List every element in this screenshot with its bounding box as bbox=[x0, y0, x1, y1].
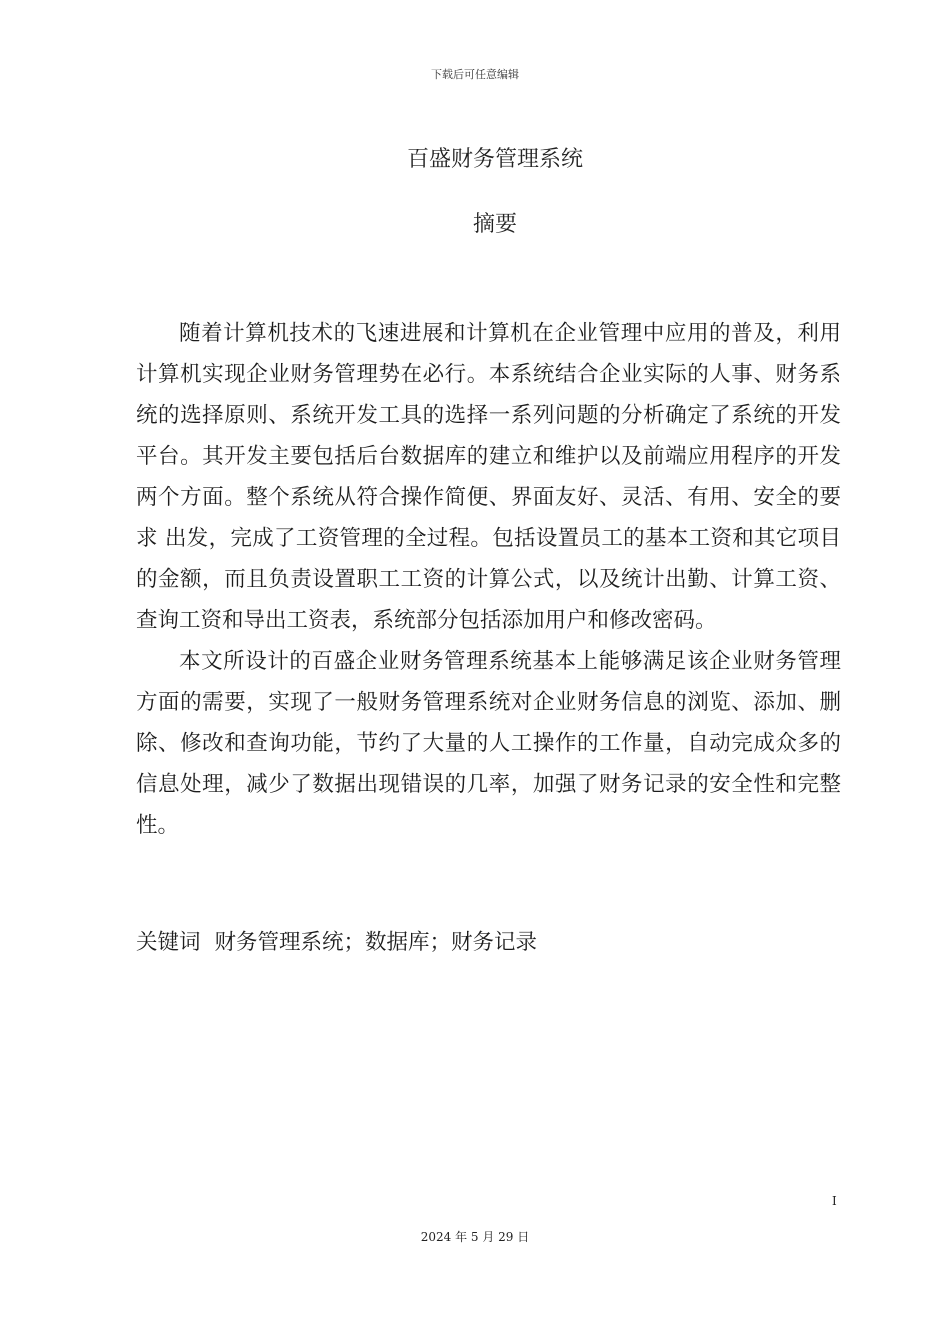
keywords-value: 财务管理系统；数据库；财务记录 bbox=[214, 930, 538, 955]
footer-date: 2024 年 5 月 29 日 bbox=[420, 1230, 530, 1244]
keywords-label: 关键词 bbox=[136, 930, 201, 955]
abstract-heading: 摘要 bbox=[472, 212, 517, 237]
page-number: I bbox=[832, 1194, 837, 1208]
abstract-body bbox=[136, 313, 841, 846]
abstract-paragraph-1: 随着计算机技术的飞速进展和计算机在企业管理中应用的普及，利用计算机实现企业财务管理势在必行。本系统结合企业实际的人事、财务系统的选择原则、系统开发工具的选择一系列问题的分析确定了系统的开发平台。其开发主要包括后台数据库的建立和维护以及前端应用程序的开发两个方面。整个系统从符合操作简便、界面友好、灵活、有用、安全的要求 出发，完成了工资管理的全过程。包括设置员工的基本工资和其它项目的金额，而且负责设置职工工资的计算公式，以及统计出勤、计算工资、查询工资和导出工资表，系统部分包括添加用户和修改密码。 bbox=[136, 321, 841, 633]
header-note: 下载后可任意编辑 bbox=[431, 68, 519, 81]
keywords-line bbox=[136, 922, 841, 963]
document-title: 百盛财务管理系统 bbox=[406, 147, 583, 172]
abstract-paragraph-2: 本文所设计的百盛企业财务管理系统基本上能够满足该企业财务管理方面的需要，实现了一般财务管理系统对企业财务信息的浏览、添加、删除、修改和查询功能，节约了大量的人工操作的工作量，自动完成众多的信息处理，减少了数据出现错误的几率，加强了财务记录的安全性和完整性。 bbox=[136, 649, 841, 838]
